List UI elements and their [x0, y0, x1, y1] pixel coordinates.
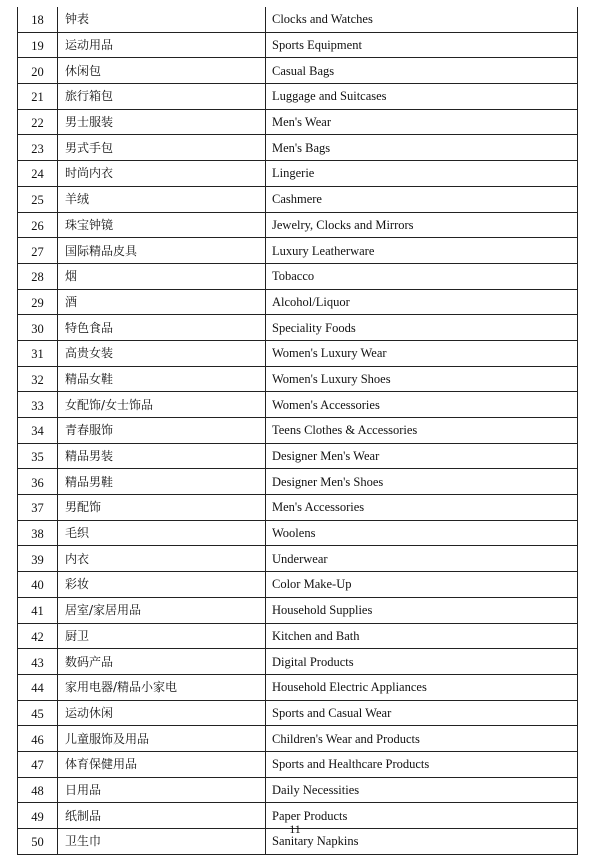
- chinese-category-cell: 彩妆: [58, 572, 266, 598]
- category-table: [17, 7, 578, 855]
- chinese-category-cell: 休闲包: [58, 58, 266, 84]
- chinese-category-cell: 卫生巾: [58, 829, 266, 855]
- table-row: [18, 649, 578, 675]
- row-number-cell: 30: [18, 315, 58, 341]
- row-number-cell: 35: [18, 443, 58, 469]
- table-row: [18, 315, 578, 341]
- chinese-category-cell: 纸制品: [58, 803, 266, 829]
- table-row: [18, 495, 578, 521]
- row-number-cell: 43: [18, 649, 58, 675]
- row-number-cell: 42: [18, 623, 58, 649]
- table-row: [18, 238, 578, 264]
- row-number-cell: 45: [18, 700, 58, 726]
- english-category-cell: Lingerie: [266, 161, 578, 187]
- table-row: [18, 572, 578, 598]
- chinese-category-cell: 羊绒: [58, 186, 266, 212]
- chinese-category-cell: 厨卫: [58, 623, 266, 649]
- table-row: [18, 700, 578, 726]
- english-category-cell: Sanitary Napkins: [266, 829, 578, 855]
- row-number-cell: 40: [18, 572, 58, 598]
- table-row: [18, 366, 578, 392]
- english-category-cell: Women's Accessories: [266, 392, 578, 418]
- english-category-cell: Men's Wear: [266, 109, 578, 135]
- chinese-category-cell: 毛织: [58, 520, 266, 546]
- chinese-category-cell: 内衣: [58, 546, 266, 572]
- table-row: [18, 418, 578, 444]
- table-row: [18, 623, 578, 649]
- table-row: [18, 263, 578, 289]
- row-number-cell: 28: [18, 263, 58, 289]
- row-number-cell: 50: [18, 829, 58, 855]
- english-category-cell: Kitchen and Bath: [266, 623, 578, 649]
- page-number: 11: [289, 822, 301, 836]
- chinese-category-cell: 女配饰/女士饰品: [58, 392, 266, 418]
- table-row: [18, 32, 578, 58]
- table-row: [18, 674, 578, 700]
- chinese-category-cell: 烟: [58, 263, 266, 289]
- chinese-category-cell: 时尚内衣: [58, 161, 266, 187]
- chinese-category-cell: 精品男鞋: [58, 469, 266, 495]
- english-category-cell: Paper Products: [266, 803, 578, 829]
- row-number-cell: 47: [18, 751, 58, 777]
- table-row: [18, 469, 578, 495]
- row-number-cell: 27: [18, 238, 58, 264]
- english-category-cell: Jewelry, Clocks and Mirrors: [266, 212, 578, 238]
- chinese-category-cell: 青春服饰: [58, 418, 266, 444]
- row-number-cell: 21: [18, 84, 58, 110]
- english-category-cell: Sports Equipment: [266, 32, 578, 58]
- row-number-cell: 37: [18, 495, 58, 521]
- english-category-cell: Sports and Casual Wear: [266, 700, 578, 726]
- row-number-cell: 33: [18, 392, 58, 418]
- table-row: [18, 340, 578, 366]
- table-row: [18, 109, 578, 135]
- english-category-cell: Casual Bags: [266, 58, 578, 84]
- table-row: [18, 212, 578, 238]
- table-row: [18, 751, 578, 777]
- chinese-category-cell: 数码产品: [58, 649, 266, 675]
- row-number-cell: 41: [18, 597, 58, 623]
- row-number-cell: 25: [18, 186, 58, 212]
- english-category-cell: Underwear: [266, 546, 578, 572]
- english-category-cell: Luxury Leatherware: [266, 238, 578, 264]
- table-row: [18, 58, 578, 84]
- english-category-cell: Children's Wear and Products: [266, 726, 578, 752]
- chinese-category-cell: 国际精品皮具: [58, 238, 266, 264]
- table-row: [18, 597, 578, 623]
- table-row: [18, 186, 578, 212]
- chinese-category-cell: 珠宝钟镜: [58, 212, 266, 238]
- english-category-cell: Color Make-Up: [266, 572, 578, 598]
- english-category-cell: Women's Luxury Wear: [266, 340, 578, 366]
- row-number-cell: 31: [18, 340, 58, 366]
- table-row: [18, 777, 578, 803]
- english-category-cell: Daily Necessities: [266, 777, 578, 803]
- table-row: [18, 161, 578, 187]
- table-row: [18, 289, 578, 315]
- english-category-cell: Luggage and Suitcases: [266, 84, 578, 110]
- chinese-category-cell: 酒: [58, 289, 266, 315]
- row-number-cell: 20: [18, 58, 58, 84]
- chinese-category-cell: 旅行箱包: [58, 84, 266, 110]
- english-category-cell: Household Supplies: [266, 597, 578, 623]
- english-category-cell: Sports and Healthcare Products: [266, 751, 578, 777]
- english-category-cell: Men's Bags: [266, 135, 578, 161]
- category-table-body: [18, 7, 578, 854]
- row-number-cell: 38: [18, 520, 58, 546]
- chinese-category-cell: 高贵女装: [58, 340, 266, 366]
- english-category-cell: Digital Products: [266, 649, 578, 675]
- table-row: [18, 7, 578, 32]
- table-row: [18, 546, 578, 572]
- table-row: [18, 392, 578, 418]
- chinese-category-cell: 家用电器/精品小家电: [58, 674, 266, 700]
- table-row: [18, 84, 578, 110]
- row-number-cell: 44: [18, 674, 58, 700]
- row-number-cell: 32: [18, 366, 58, 392]
- row-number-cell: 24: [18, 161, 58, 187]
- table-row: [18, 135, 578, 161]
- chinese-category-cell: 居室/家居用品: [58, 597, 266, 623]
- row-number-cell: 23: [18, 135, 58, 161]
- chinese-category-cell: 运动用品: [58, 32, 266, 58]
- row-number-cell: 46: [18, 726, 58, 752]
- row-number-cell: 29: [18, 289, 58, 315]
- table-row: [18, 443, 578, 469]
- chinese-category-cell: 特色食品: [58, 315, 266, 341]
- row-number-cell: 36: [18, 469, 58, 495]
- english-category-cell: Men's Accessories: [266, 495, 578, 521]
- english-category-cell: Woolens: [266, 520, 578, 546]
- chinese-category-cell: 男式手包: [58, 135, 266, 161]
- chinese-category-cell: 男士服装: [58, 109, 266, 135]
- category-table-container: [17, 7, 577, 855]
- row-number-cell: 39: [18, 546, 58, 572]
- chinese-category-cell: 体育保健用品: [58, 751, 266, 777]
- english-category-cell: Women's Luxury Shoes: [266, 366, 578, 392]
- row-number-cell: 22: [18, 109, 58, 135]
- chinese-category-cell: 钟表: [58, 7, 266, 32]
- row-number-cell: 26: [18, 212, 58, 238]
- english-category-cell: Speciality Foods: [266, 315, 578, 341]
- english-category-cell: Tobacco: [266, 263, 578, 289]
- row-number-cell: 34: [18, 418, 58, 444]
- table-row: [18, 726, 578, 752]
- english-category-cell: Designer Men's Shoes: [266, 469, 578, 495]
- chinese-category-cell: 精品男装: [58, 443, 266, 469]
- row-number-cell: 18: [18, 7, 58, 32]
- chinese-category-cell: 日用品: [58, 777, 266, 803]
- row-number-cell: 49: [18, 803, 58, 829]
- chinese-category-cell: 精品女鞋: [58, 366, 266, 392]
- english-category-cell: Cashmere: [266, 186, 578, 212]
- english-category-cell: Teens Clothes & Accessories: [266, 418, 578, 444]
- row-number-cell: 48: [18, 777, 58, 803]
- english-category-cell: Alcohol/Liquor: [266, 289, 578, 315]
- table-row: [18, 520, 578, 546]
- english-category-cell: Clocks and Watches: [266, 7, 578, 32]
- chinese-category-cell: 男配饰: [58, 495, 266, 521]
- chinese-category-cell: 运动休闲: [58, 700, 266, 726]
- english-category-cell: Household Electric Appliances: [266, 674, 578, 700]
- row-number-cell: 19: [18, 32, 58, 58]
- english-category-cell: Designer Men's Wear: [266, 443, 578, 469]
- chinese-category-cell: 儿童服饰及用品: [58, 726, 266, 752]
